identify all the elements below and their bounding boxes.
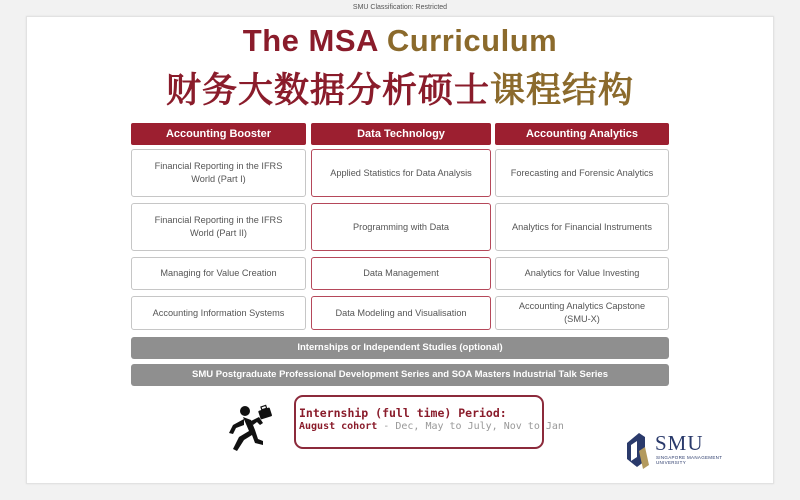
smu-logo-text: SMU bbox=[655, 431, 704, 455]
cohort-text: - Dec, May to July, Nov to Jan bbox=[377, 421, 564, 432]
classification-label: SMU Classification: Restricted bbox=[352, 4, 448, 11]
course-cell: Accounting Information Systems bbox=[131, 296, 306, 330]
course-cell: Data Modeling and Visualisation bbox=[311, 296, 491, 330]
bar-development-series: SMU Postgraduate Professional Development Series and SOA Masters Industrial Talk Series bbox=[131, 364, 669, 386]
cohort-label: August cohort bbox=[299, 421, 378, 432]
running-man-icon bbox=[225, 403, 273, 455]
slide bbox=[26, 16, 774, 484]
course-cell: Programming with Data bbox=[311, 203, 491, 251]
header-accounting-booster: Accounting Booster bbox=[131, 123, 306, 145]
course-cell: Analytics for Value Investing bbox=[495, 257, 669, 290]
title-chinese-part1: 财务大数据分析硕士 bbox=[165, 71, 490, 110]
course-cell: Financial Reporting in the IFRS World (Part II) bbox=[131, 203, 306, 251]
title-english-part1: The MSA bbox=[242, 23, 387, 58]
course-cell: Accounting Analytics Capstone (SMU-X) bbox=[495, 296, 669, 330]
course-cell: Data Management bbox=[311, 257, 491, 290]
header-data-technology: Data Technology bbox=[311, 123, 491, 145]
smu-sub-line2: UNIVERSITY bbox=[656, 460, 687, 465]
header-accounting-analytics: Accounting Analytics bbox=[495, 123, 669, 145]
smu-logo-subtitle bbox=[656, 455, 722, 465]
internship-title: Internship (full time) Period: bbox=[299, 406, 507, 420]
title-chinese bbox=[27, 63, 773, 113]
title-english-part2: Curriculum bbox=[386, 23, 558, 58]
course-cell: Analytics for Financial Instruments bbox=[495, 203, 669, 251]
course-cell: Managing for Value Creation bbox=[131, 257, 306, 290]
smu-sub-line1: SINGAPORE MANAGEMENT bbox=[656, 455, 723, 460]
course-cell: Forecasting and Forensic Analytics bbox=[495, 149, 669, 197]
title-chinese-part2: 课程结构 bbox=[490, 71, 635, 110]
course-cell: Applied Statistics for Data Analysis bbox=[311, 149, 491, 197]
course-cell: Financial Reporting in the IFRS World (Part I) bbox=[131, 149, 306, 197]
title-english bbox=[27, 23, 773, 59]
bar-internships: Internships or Independent Studies (optional) bbox=[131, 337, 669, 359]
internship-cohort bbox=[299, 421, 569, 433]
